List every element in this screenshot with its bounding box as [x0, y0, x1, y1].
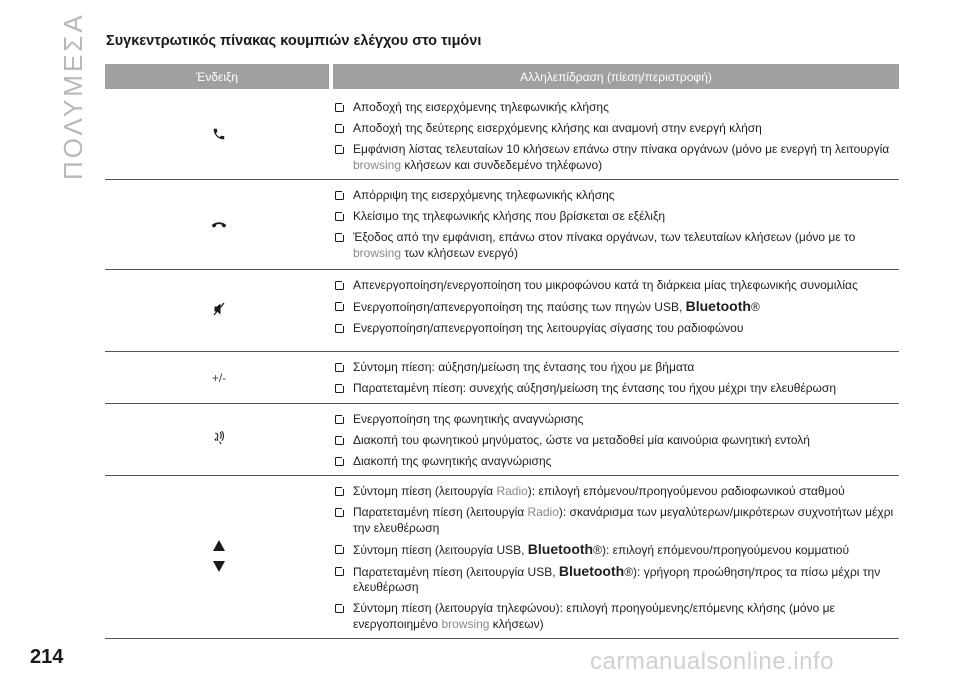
list-item	[333, 601, 899, 632]
checkbox-bullet-icon	[335, 436, 344, 445]
text-run: ®	[750, 300, 760, 314]
checkbox-bullet-icon	[335, 103, 344, 112]
text-run: Διακοπή της φωνητικής αναγνώρισης	[353, 453, 552, 468]
text-run: Παρατεταμένη πίεση: συνεχής αύξηση/μείωση της έντασης του ήχου μέχρι την ελευθέρωση	[353, 381, 837, 395]
interaction-cell	[333, 412, 899, 470]
item-text	[353, 360, 899, 376]
item-text	[353, 209, 899, 225]
text-run: των κλήσεων ενεργό)	[401, 245, 518, 260]
list-item	[333, 542, 899, 559]
header-interaction: Αλληλεπίδραση (πίεση/περιστροφή)	[333, 64, 899, 89]
item-text	[353, 230, 899, 261]
list-item	[333, 299, 899, 316]
checkbox-bullet-icon	[335, 487, 344, 496]
list-item	[333, 381, 899, 397]
item-text	[353, 564, 899, 596]
text-run: Ενεργοποίηση της φωνητικής αναγνώρισης	[353, 411, 584, 426]
item-text	[353, 321, 899, 337]
item-text	[353, 433, 899, 449]
checkbox-bullet-icon	[335, 567, 344, 576]
text-run: ): επιλογή επόμενου/προηγούμενου ραδιοφωνικού σταθμού	[527, 484, 845, 498]
checkbox-bullet-icon	[335, 212, 344, 221]
header-indication: Ένδειξη	[105, 64, 329, 89]
item-text	[353, 121, 899, 137]
text-run: Παρατεταμένη πίεση (λειτουργία	[353, 505, 528, 519]
table-body	[105, 92, 899, 639]
watermark: carmanualsonline.info	[590, 648, 834, 675]
checkbox-bullet-icon	[335, 124, 344, 133]
table-header	[105, 64, 899, 89]
list-item	[333, 484, 899, 500]
list-item	[333, 230, 899, 261]
checkbox-bullet-icon	[335, 604, 344, 613]
text-run: Bluetooth	[527, 540, 594, 557]
page-title: Συγκεντρωτικός πίνακας κουμπιών ελέγχου στο τιμόνι	[106, 33, 482, 49]
text-run: Διακοπή του φωνητικού μηνύματος, ώστε να μεταδοθεί μία καινούρια φωνητική εντολή	[353, 432, 810, 447]
list-item	[333, 321, 899, 337]
text-run: Σύντομη πίεση (λειτουργία	[353, 484, 497, 498]
text-run: ): σκανάρισμα των μεγαλύτερων/μικρότερων συχνοτήτων μέχρι την ελευθέρωση	[353, 505, 894, 535]
item-text	[353, 381, 899, 397]
list-item	[333, 100, 899, 116]
text-run: browsing	[353, 245, 402, 260]
checkbox-bullet-icon	[335, 145, 344, 154]
text-run: Bluetooth	[558, 562, 625, 579]
indication-cell	[105, 412, 333, 470]
text-run: Σύντομη πίεση (λειτουργία USB,	[353, 542, 528, 557]
item-text	[353, 188, 899, 204]
text-run: Radio	[496, 484, 528, 498]
checkbox-bullet-icon	[335, 457, 344, 466]
text-run: Σύντομη πίεση: αύξηση/μείωση της έντασης του ήχου με βήματα	[353, 360, 695, 374]
checkbox-bullet-icon	[335, 281, 344, 290]
up-down-arrows-icon	[212, 538, 226, 579]
checkbox-bullet-icon	[335, 363, 344, 372]
text-run: Ενεργοποίηση/απενεργοποίηση της λειτουργίας σίγασης του ραδιοφώνου	[353, 321, 744, 335]
checkbox-bullet-icon	[335, 384, 344, 393]
text-run: Έξοδος από την εμφάνιση, επάνω στον πίνακα οργάνων, των τελευταίων κλήσεων (μόνο με το	[353, 230, 856, 244]
text-run: browsing	[441, 616, 490, 631]
item-text	[353, 299, 899, 316]
table-row	[105, 476, 899, 639]
item-text	[353, 454, 899, 470]
checkbox-bullet-icon	[335, 508, 344, 517]
list-item	[333, 505, 899, 536]
indication-cell	[105, 484, 333, 632]
list-item	[333, 209, 899, 225]
list-item	[333, 142, 899, 173]
text-run: κλήσεων και συνδεδεμένο τηλέφωνο)	[401, 157, 603, 172]
item-text	[353, 412, 899, 428]
item-text	[353, 278, 899, 294]
text-run: κλήσεων)	[489, 616, 544, 631]
interaction-cell	[333, 278, 899, 345]
checkbox-bullet-icon	[335, 191, 344, 200]
text-run: Ενεργοποίηση/απενεργοποίηση της παύσης των πηγών USB,	[353, 300, 686, 314]
table-row	[105, 404, 899, 477]
item-text	[353, 542, 899, 559]
text-run: ®): γρήγορη προώθηση/πρoς τα πίσω μέχρι την ελευθέρωση	[353, 564, 881, 594]
page-number: 214	[30, 646, 64, 668]
section-side-label: ΠΟΛΥΜΕΣΑ	[58, 12, 88, 180]
indication-cell	[105, 100, 333, 173]
indication-cell	[105, 278, 333, 345]
text-run: Κλείσιμο της τηλεφωνικής κλήσης που βρίσκεται σε εξέλιξη	[353, 209, 665, 223]
text-run: Αποδοχή της δεύτερης εισερχόμενης κλήσης και αναμονή στην ενεργή κλήση	[353, 121, 762, 135]
text-run: Παρατεταμένη πίεση (λειτουργία USB,	[353, 564, 559, 579]
list-item	[333, 278, 899, 294]
checkbox-bullet-icon	[335, 302, 344, 311]
checkbox-bullet-icon	[335, 324, 344, 333]
table-row	[105, 352, 899, 404]
list-item	[333, 121, 899, 137]
checkbox-bullet-icon	[335, 545, 344, 554]
list-item	[333, 360, 899, 376]
controls-table	[105, 64, 899, 639]
indication-cell	[105, 360, 333, 397]
text-run: Απόρριψη της εισερχόμενης τηλεφωνικής κλήσης	[353, 188, 615, 202]
list-item	[333, 564, 899, 596]
list-item	[333, 412, 899, 428]
checkbox-bullet-icon	[335, 233, 344, 242]
list-item	[333, 433, 899, 449]
table-row	[105, 92, 899, 180]
indication-cell	[105, 188, 333, 263]
table-row	[105, 270, 899, 352]
plus-minus-text: +/-	[211, 371, 227, 386]
text-run: Εμφάνιση λίστας τελευταίων 10 κλήσεων επάνω στην πίνακα οργάνων (μόνο με ενεργή τη λειτουργία	[353, 142, 890, 156]
text-run: Σύντομη πίεση (λειτουργία τηλεφώνου): επιλογή προηγούμενης/επόμενης κλήσης (μόνο με ενεργοποιημένο	[353, 601, 835, 631]
checkbox-bullet-icon	[335, 415, 344, 424]
voice-recognition-icon	[213, 430, 226, 450]
item-text	[353, 505, 899, 536]
text-run: browsing	[353, 157, 402, 172]
interaction-cell	[333, 100, 899, 173]
text-run: ®): επιλογή επόμενου/προηγούμενου κομματιού	[593, 542, 850, 557]
interaction-cell	[333, 360, 899, 397]
item-text	[353, 142, 899, 173]
item-text	[353, 484, 899, 500]
list-item	[333, 188, 899, 204]
item-text	[353, 100, 899, 116]
interaction-cell	[333, 484, 899, 632]
phone-answer-icon	[212, 127, 226, 146]
table-row	[105, 180, 899, 270]
phone-hangup-icon	[211, 217, 227, 235]
text-run: Απενεργοποίηση/ενεργοποίηση του μικροφώνου κατά τη διάρκεια μίας τηλεφωνικής συνομιλίας	[353, 278, 858, 292]
interaction-cell	[333, 188, 899, 263]
mute-icon	[213, 302, 225, 321]
list-item	[333, 454, 899, 470]
item-text	[353, 601, 899, 632]
text-run: Αποδοχή της εισερχόμενης τηλεφωνικής κλήσης	[353, 100, 609, 114]
text-run: Radio	[527, 505, 559, 519]
text-run: Bluetooth	[685, 298, 751, 314]
